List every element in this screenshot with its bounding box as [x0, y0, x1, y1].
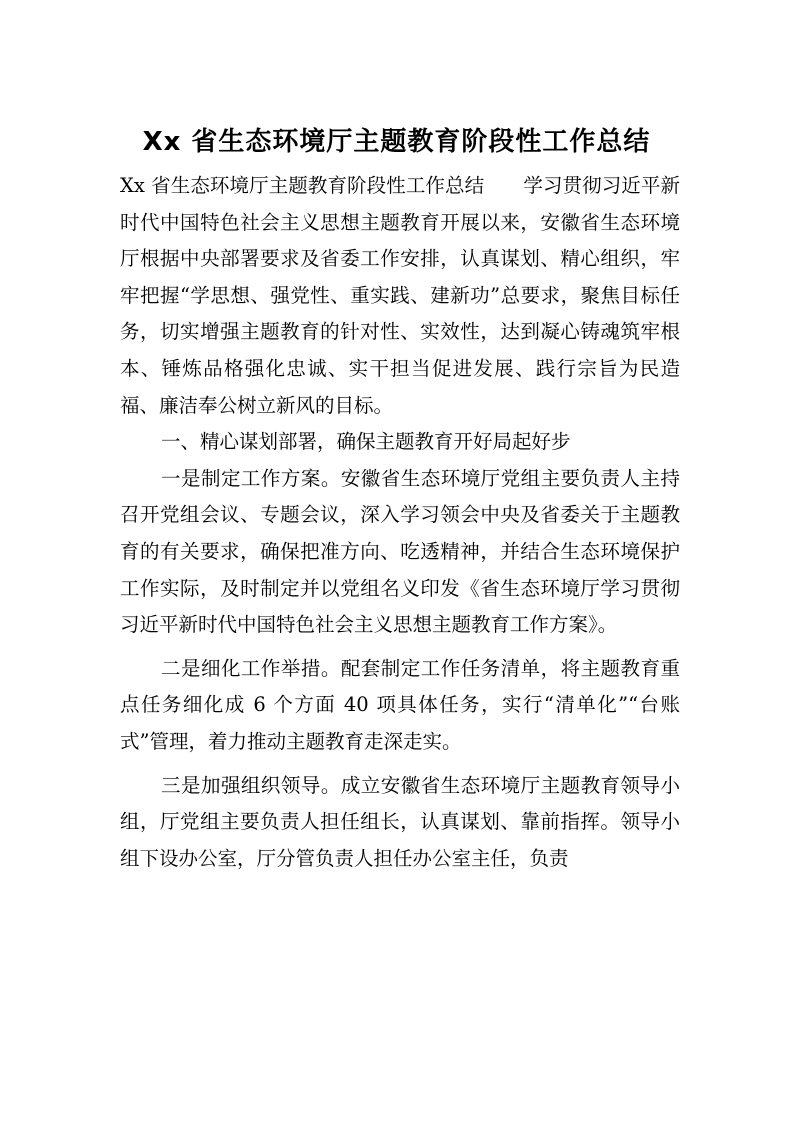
paragraph-leadership: 三是加强组织领导。成立安徽省生态环境厅主题教育领导小组，厅党组主要负责人担任组长，认真谋划、靠前指挥。领导小组下设办公室，厅分管负责人担任办公室主任，负责: [120, 773, 680, 870]
document-title: Xx 省生态环境厅主题教育阶段性工作总结: [142, 127, 651, 157]
paragraph-intro: Xx 省生态环境厅主题教育阶段性工作总结 学习贯彻习近平新时代中国特色社会主义思想主题教育开展以来，安徽省生态环境厅根据中央部署要求及省委工作安排，认真谋划、精心组织，牢牢把握“学思想、强党性、重实践、建新功”总要求，聚焦目标任务，切实增强主题教育的针对性、实效性，达到凝心铸魂筑牢根本、锤炼品格强化忠诚、实干担当促进发展、践行宗旨为民造福、廉洁奉公树立新风的目标。: [120, 174, 680, 417]
section-heading-1: 一、精心谋划部署，确保主题教育开好局起好步: [161, 430, 571, 454]
document-body: [120, 168, 680, 877]
paragraph-measures: 二是细化工作举措。配套制定工作任务清单，将主题教育重点任务细化成 6 个方面 40 项具体任务，实行“清单化”“台账式”管理，着力推动主题教育走深走实。: [120, 656, 680, 753]
paragraph-plan: 一是制定工作方案。安徽省生态环境厅党组主要负责人主持召开党组会议、专题会议，深入学习领会中央及省委关于主题教育的有关要求，确保把准方向、吃透精神，并结合生态环境保护工作实际，及时制定并以党组名义印发《省生态环境厅学习贯彻习近平新时代中国特色社会主义思想主题教育工作方案》。: [120, 466, 680, 637]
